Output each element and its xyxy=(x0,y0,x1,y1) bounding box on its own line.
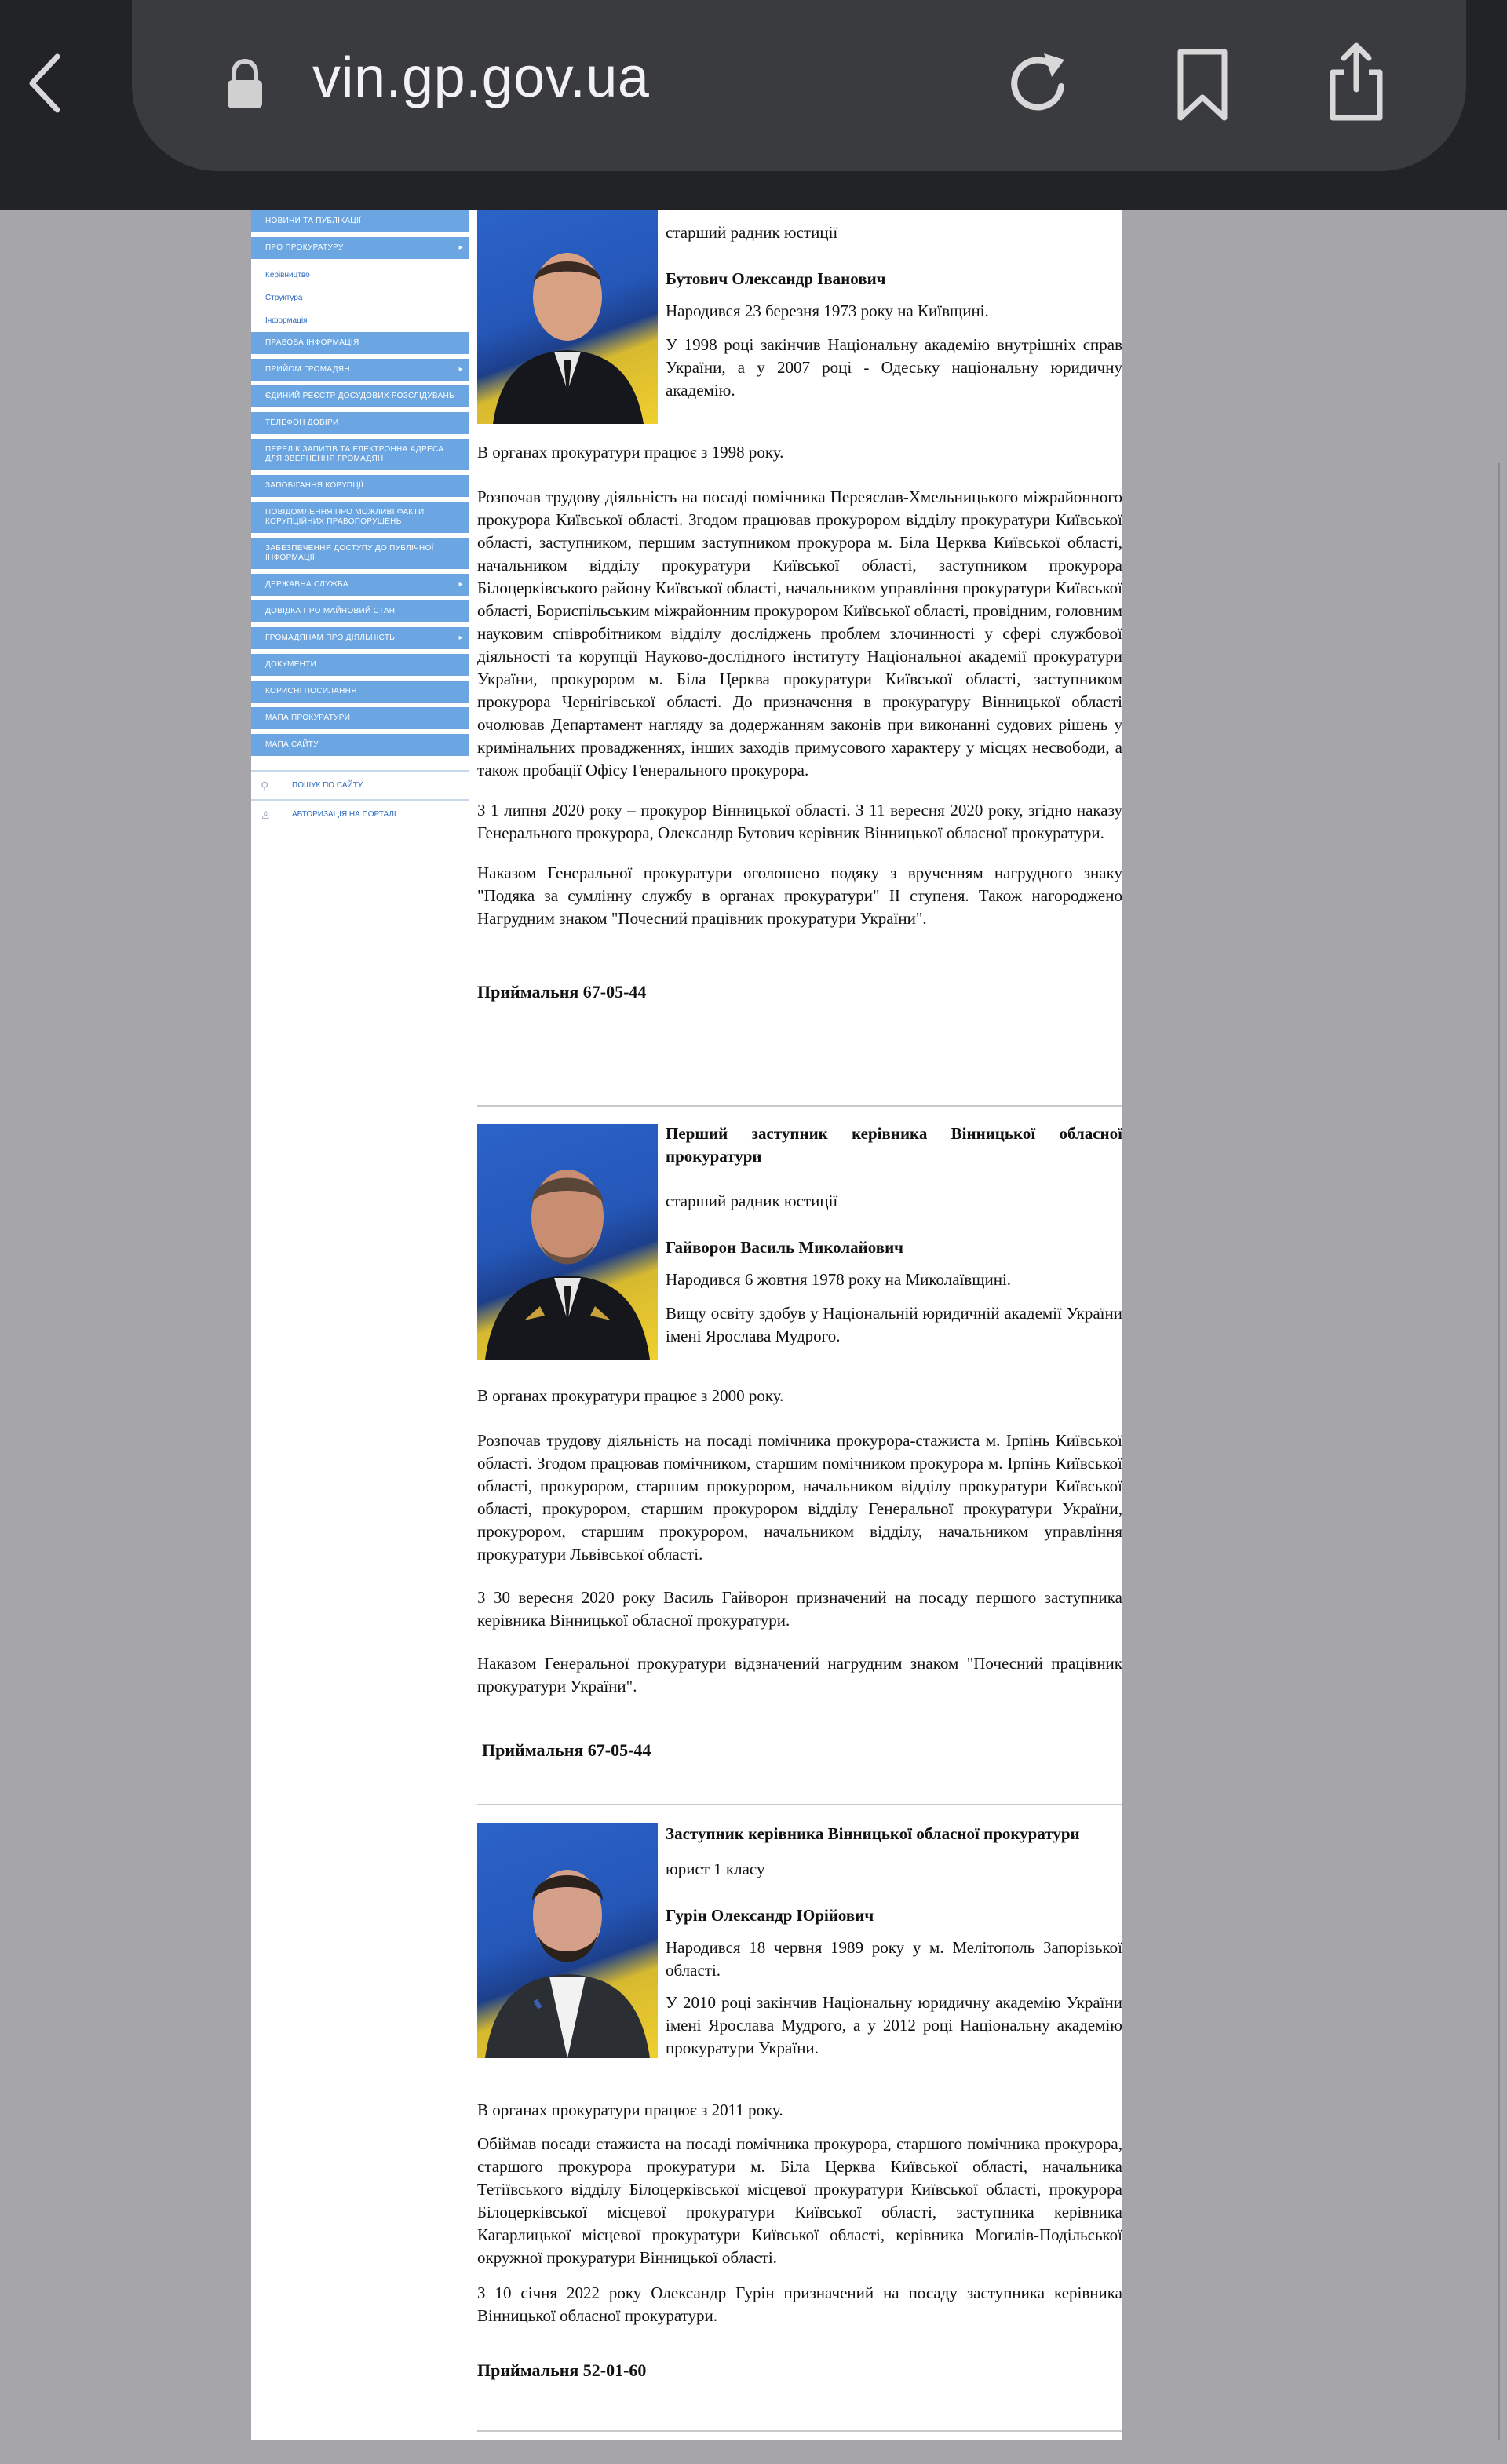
sidebar-item-news[interactable]: НОВИНИ ТА ПУБЛІКАЦІЇ xyxy=(251,210,469,232)
sidebar-item-public-info[interactable]: ЗАБЕЗПЕЧЕННЯ ДОСТУПУ ДО ПУБЛІЧНОЇ ІНФОРМАЦІЇ xyxy=(251,538,469,569)
person-photo xyxy=(477,1823,658,2058)
person-service-since: В органах прокуратури працює з 2000 року. xyxy=(477,1386,784,1405)
reception-phone: Приймальня 67-05-44 xyxy=(477,982,647,1002)
lock-icon xyxy=(224,58,265,114)
chevron-right-icon: ▸ xyxy=(458,633,463,642)
address-bar[interactable] xyxy=(132,0,1466,171)
divider xyxy=(477,2430,1122,2432)
sidebar-nav xyxy=(251,210,469,828)
url-text: vin.gp.gov.ua xyxy=(312,46,650,109)
sidebar-item-anticorruption[interactable]: ЗАПОБІГАННЯ КОРУПЦІЇ xyxy=(251,475,469,497)
person-career: Обіймав посади стажиста на посаді помічника прокурора, старшого помічника прокурора, старшого прокурора прокуратури м. Біла Церква Київської області, начальника Тетіївського відділу Білоцерківської місцевої прокуратури Київської області, прокурора Білоцерківської місцевої прокуратури Київської області, заступника керівника Кагарлицької місцевої прокуратури Київської області, керівника Могилів-Подільської окружної прокуратури Вінницької області. xyxy=(477,2134,1122,2267)
back-button[interactable] xyxy=(17,44,74,122)
person-photo xyxy=(477,210,658,424)
person-education: У 2010 році закінчив Національну юридичну академію України імені Ярослава Мудрого, а у 2012 році Національну академію прокуратури України. xyxy=(666,1993,1122,2057)
sidebar-item-about[interactable]: ПРО ПРОКУРАТУРУ ▸ xyxy=(251,237,469,259)
person-name: Гайворон Василь Миколайович xyxy=(666,1238,904,1257)
sidebar-item-requests[interactable]: ПЕРЕЛІК ЗАПИТІВ ТА ЕЛЕКТРОННА АДРЕСА ДЛЯ ЗВЕРНЕННЯ ГРОМАДЯН xyxy=(251,439,469,470)
chevron-right-icon: ▸ xyxy=(458,580,463,589)
share-button[interactable] xyxy=(1325,41,1388,126)
sidebar-item-map[interactable]: МАПА ПРОКУРАТУРИ xyxy=(251,707,469,729)
person-position: Перший заступник керівника Вінницької обласної прокуратури xyxy=(666,1124,1122,1166)
portal-login-link[interactable]: ♙ АВТОРИЗАЦІЯ НА ПОРТАЛІ xyxy=(251,799,469,828)
person-service-since: В органах прокуратури працює з 1998 року. xyxy=(477,443,784,462)
page-scroll-edge xyxy=(1498,463,1500,2449)
person-education: У 1998 році закінчив Національну академію внутрішніх справ України, а у 2007 році - Одеську національну юридичну академію. xyxy=(666,335,1122,400)
person-photo xyxy=(477,1124,658,1360)
person-award: Наказом Генеральної прокуратури відзначений нагрудним знаком "Почесний працівник прокуратури України". xyxy=(477,1654,1122,1696)
browser-toolbar xyxy=(0,0,1507,210)
person-born: Народився 18 червня 1989 року у м. Мелітополь Запорізької області. xyxy=(666,1938,1122,1980)
divider xyxy=(477,1105,1122,1107)
person-appointment: З 30 вересня 2020 року Василь Гайворон призначений на посаду першого заступника керівника Вінницької обласної прокуратури. xyxy=(477,1588,1122,1630)
page-bottom-edge xyxy=(0,2440,1507,2464)
person-rank: юрист 1 класу xyxy=(666,1860,765,1878)
reception-phone: Приймальня 67-05-44 xyxy=(482,1740,651,1760)
chevron-right-icon: ▸ xyxy=(458,365,463,374)
person-born: Народився 23 березня 1973 року на Київщині. xyxy=(666,301,989,320)
person-born: Народився 6 жовтня 1978 року на Миколаївщині. xyxy=(666,1270,1012,1289)
sidebar-subitem-structure[interactable]: Структура xyxy=(251,287,469,309)
sidebar-item-assets[interactable]: ДОВІДКА ПРО МАЙНОВИЙ СТАН xyxy=(251,600,469,622)
sidebar-item-sitemap[interactable]: МАПА САЙТУ xyxy=(251,734,469,756)
reception-phone: Приймальня 52-01-60 xyxy=(477,2360,647,2380)
person-position: Заступник керівника Вінницької обласної прокуратури xyxy=(666,1824,1080,1843)
person-appointment: З 1 липня 2020 року – прокурор Вінницької області. З 11 вересня 2020 року, згідно наказу Генерального прокурора, Олександр Бутович керівник Вінницької обласної прокуратури. xyxy=(477,801,1122,842)
sidebar-item-activity[interactable]: ГРОМАДЯНАМ ПРО ДІЯЛЬНІСТЬ ▸ xyxy=(251,627,469,649)
divider xyxy=(477,1804,1122,1805)
person-name: Гурін Олександр Юрійович xyxy=(666,1906,874,1925)
chevron-right-icon: ▸ xyxy=(458,243,463,252)
sidebar-item-reception[interactable]: ПРИЙОМ ГРОМАДЯН ▸ xyxy=(251,359,469,381)
person-name: Бутович Олександр Іванович xyxy=(666,269,886,288)
sidebar-item-documents[interactable]: ДОКУМЕНТИ xyxy=(251,654,469,676)
sidebar-subitem-leadership[interactable]: Керівництво xyxy=(251,264,469,287)
share-icon xyxy=(1325,41,1388,122)
sidebar-subitem-info[interactable]: Інформація xyxy=(251,309,469,332)
sidebar-item-hotline[interactable]: ТЕЛЕФОН ДОВІРИ xyxy=(251,412,469,434)
person-rank: старший радник юстиції xyxy=(666,1192,838,1210)
person-appointment: З 10 січня 2022 року Олександр Гурін призначений на посаду заступника керівника Вінницької обласної прокуратури. xyxy=(477,2283,1122,2325)
reload-button[interactable] xyxy=(1003,46,1074,128)
user-icon: ♙ xyxy=(261,809,271,821)
sidebar-item-report[interactable]: ПОВІДОМЛЕННЯ ПРО МОЖЛИВІ ФАКТИ КОРУПЦІЙНИХ ПРАВОПОРУШЕНЬ xyxy=(251,502,469,533)
sidebar-item-civil-service[interactable]: ДЕРЖАВНА СЛУЖБА ▸ xyxy=(251,574,469,596)
sidebar-item-registry[interactable]: ЄДИНИЙ РЕЄСТР ДОСУДОВИХ РОЗСЛІДУВАНЬ xyxy=(251,385,469,407)
bookmark-button[interactable] xyxy=(1173,46,1232,128)
site-search-link[interactable]: ⚲ ПОШУК ПО САЙТУ xyxy=(251,770,469,799)
person-rank: старший радник юстиції xyxy=(666,223,838,242)
sidebar-item-legal[interactable]: ПРАВОВА ІНФОРМАЦІЯ xyxy=(251,332,469,354)
chevron-left-icon xyxy=(26,52,65,115)
person-award: Наказом Генеральної прокуратури оголошено подяку з врученням нагрудного знаку "Подяка за сумлінну службу в органах прокуратури" ІІ ступеня. Також нагороджено Нагрудним знаком "Почесний працівник прокуратури України". xyxy=(477,863,1122,928)
sidebar-item-links[interactable]: КОРИСНІ ПОСИЛАННЯ xyxy=(251,681,469,703)
bookmark-icon xyxy=(1173,46,1232,124)
person-career: Розпочав трудову діяльність на посаді помічника прокурора-стажиста м. Ірпінь Київської області. Згодом працював помічником, старшим помічником прокурора м. Ірпінь Київської області, прокурором, старшим прокурором, начальником відділу прокуратури Київської області, прокурором, старшим прокурором відділу Генеральної прокуратури України, прокурором, старшим прокурором, начальником відділу, начальником управління прокуратури Львівської області. xyxy=(477,1431,1122,1564)
person-service-since: В органах прокуратури працює з 2011 року. xyxy=(477,2101,783,2119)
person-education: Вищу освіту здобув у Національній юридичній академії України імені Ярослава Мудрого. xyxy=(666,1304,1122,1345)
person-career: Розпочав трудову діяльність на посаді помічника Переяслав-Хмельницького міжрайонного прокурора Київської області. Згодом працював прокурором відділу прокуратури Київської області, заступником, першим заступником прокурора м. Біла Церква Київської області, начальником відділу прокуратури Київської області, заступником прокурора Білоцерківського району Київської області, начальником управління прокуратури Київської області, Бориспільським міжрайонним прокурором Київської області, провідним, головним науковим співробітником відділу досліджень проблем злочинності у сфері службової діяльності та корупції Науково-дослідного інституту Національної академії прокуратури України, прокурором м. Біла Церква прокуратури Київської області, заступником прокурора Чернігівської області. До призначення в прокуратуру Вінницької області очолював Департамент нагляду за додержанням законів при виконанні судових рішень у кримінальних провадженнях, інших заходів примусового характеру у місцях несвободи, а також пробації Офісу Генерального прокурора. xyxy=(477,487,1122,779)
search-icon: ⚲ xyxy=(261,779,269,792)
reload-icon xyxy=(1003,46,1074,124)
